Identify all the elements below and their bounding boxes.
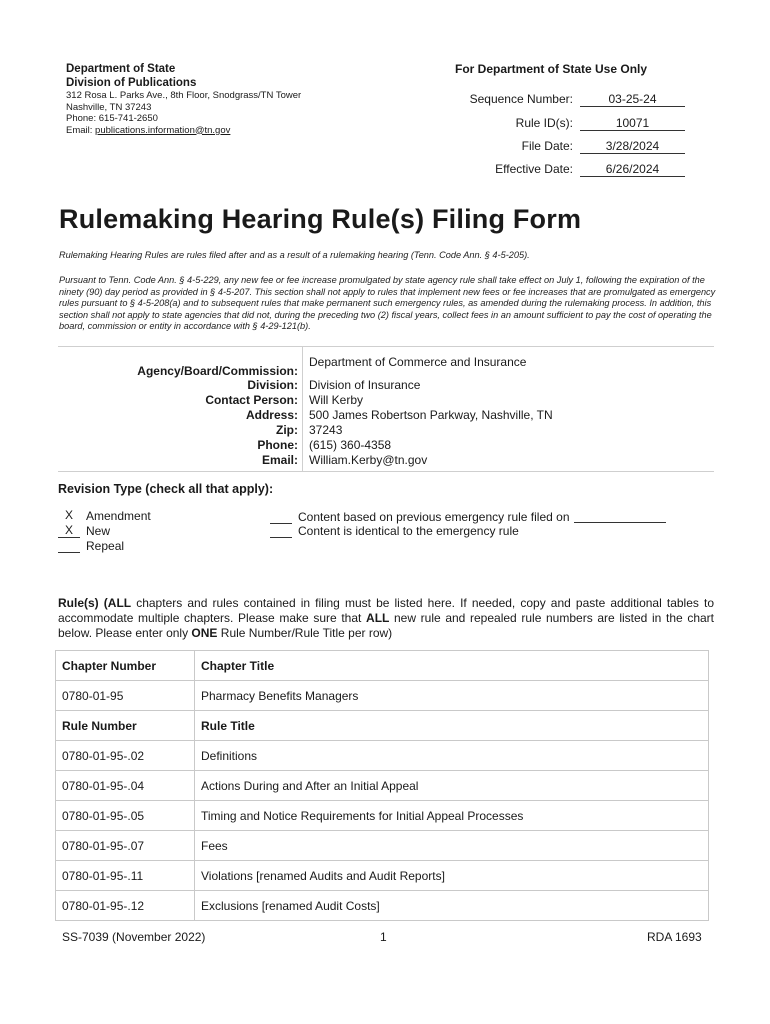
- rule-number: 0780-01-95-.05: [56, 801, 195, 831]
- rule-title: Definitions: [195, 741, 709, 771]
- rule-id-row: [455, 116, 705, 138]
- table-row: [56, 861, 709, 891]
- form-title: Rulemaking Hearing Rule(s) Filing Form: [59, 204, 582, 234]
- fee-paragraph: Pursuant to Tenn. Code Ann. § 4-5-229, any new fee or fee increase promulgated by state agency rule shall take effect on July 1, following the expiration of the ninety (90) day period as provided in § 4-5-207. This section shall not apply to rules that implement new fees or fee increases that are promulgated as emergency rules pursuant to § 4-5-208(a) and to subsequent rules that make permanent such emergency rules, as amended during the rulemaking process. In addition, this section shall not apply to state agencies that did not, during the preceding two (2) fiscal years, collect fees in an amount sufficient to pay the cost of operating the board, commission or entity in accordance with § 4-29-121(b).: [59, 275, 716, 331]
- publisher-email-link[interactable]: publications.information@tn.gov: [95, 124, 231, 136]
- rule-number-header: Rule Number: [56, 711, 195, 741]
- chapter-row: [56, 681, 709, 711]
- rule-header-row: [56, 711, 709, 741]
- email-value: William.Kerby@tn.gov: [309, 453, 428, 467]
- rule-title: Actions During and After an Initial Appeal: [195, 771, 709, 801]
- rules-intro-all-1: ALL: [107, 596, 132, 610]
- rule-id-value: 10071: [580, 116, 685, 131]
- publisher-phone: Phone: 615-741-2650: [66, 113, 158, 124]
- phone-value: (615) 360-4358: [309, 438, 392, 452]
- table-row: [56, 831, 709, 861]
- form-number: SS-7039 (November 2022): [62, 930, 206, 944]
- amendment-checkmark: X: [64, 508, 73, 522]
- effective-date-label: Effective Date:: [495, 162, 573, 176]
- rule-title: Violations [renamed Audits and Audit Reports]: [195, 861, 709, 891]
- address-value: 500 James Robertson Parkway, Nashville, TN: [309, 408, 553, 422]
- revision-type-title: Revision Type (check all that apply):: [58, 482, 274, 496]
- email-label: Email:: [261, 453, 298, 467]
- rules-intro-part5: new rule and repealed rule numbers are listed in the chart below. Please enter only: [58, 611, 715, 640]
- intro-paragraph: Rulemaking Hearing Rules are rules filed after and as a result of a rulemaking hearing (Tenn. Code Ann. § 4-5-205).: [59, 250, 530, 260]
- rda-number: RDA 1693: [647, 930, 702, 944]
- email-label: Email:: [66, 124, 96, 136]
- chapter-title: Pharmacy Benefits Managers: [195, 681, 709, 711]
- contact-person-label: Contact Person:: [205, 393, 298, 407]
- page-number: 1: [380, 930, 387, 944]
- rule-id-label: Rule ID(s):: [515, 116, 573, 130]
- state-use-block: [455, 62, 705, 176]
- revision-emergency-based[interactable]: [270, 510, 666, 525]
- agency-label: Agency/Board/Commission:: [137, 364, 298, 378]
- emergency-filed-date-field[interactable]: [574, 510, 666, 523]
- emergency-based-checkmark: [270, 510, 292, 524]
- effective-date-row: [455, 162, 705, 184]
- rule-title: Timing and Notice Requirements for Initial Appeal Processes: [195, 801, 709, 831]
- agency-value-column: [302, 347, 715, 471]
- chapter-number-header: Chapter Number: [56, 651, 195, 681]
- revision-amendment[interactable]: [58, 509, 151, 524]
- zip-value: 37243: [309, 423, 343, 437]
- revision-new[interactable]: [58, 524, 110, 539]
- publisher-email-line: [66, 125, 396, 137]
- division-name: Division of Publications: [66, 77, 197, 89]
- amendment-label: Amendment: [86, 509, 151, 523]
- chapter-header-row: [56, 651, 709, 681]
- emergency-based-label: Content based on previous emergency rule filed on: [298, 510, 570, 524]
- file-date-label: File Date:: [521, 139, 573, 153]
- sequence-number-value: 03-25-24: [580, 92, 685, 107]
- rule-number: 0780-01-95-.07: [56, 831, 195, 861]
- sequence-number-row: [455, 92, 705, 114]
- rules-intro-part3: chapters and rules contained in filing must be listed here. If needed, copy and paste additional tables to accommodate multiple chapters. Please make sure that: [58, 596, 715, 625]
- division-label: Division:: [247, 378, 298, 392]
- zip-label: Zip:: [276, 423, 298, 437]
- contact-person-value: Will Kerby: [309, 393, 364, 407]
- agency-info-table: [58, 346, 714, 472]
- file-date-row: [455, 139, 705, 161]
- rules-intro-all-2: ALL: [366, 611, 390, 625]
- rule-title: Exclusions [renamed Audit Costs]: [195, 891, 709, 921]
- table-row: [56, 741, 709, 771]
- repeal-checkmark: [58, 539, 80, 553]
- rule-number: 0780-01-95-.12: [56, 891, 195, 921]
- publisher-city: Nashville, TN 37243: [66, 101, 152, 113]
- sequence-number-label: Sequence Number:: [469, 92, 573, 106]
- rule-number: 0780-01-95-.11: [56, 861, 195, 891]
- rules-intro-part7: Rule Number/Rule Title per row): [217, 626, 393, 640]
- publisher-address: 312 Rosa L. Parks Ave., 8th Floor, Snodgrass/TN Tower: [66, 90, 302, 101]
- effective-date-value: 6/26/2024: [580, 162, 685, 177]
- rule-title-header: Rule Title: [195, 711, 709, 741]
- chapter-title-header: Chapter Title: [195, 651, 709, 681]
- rule-title: Fees: [195, 831, 709, 861]
- agency-value: Department of Commerce and Insurance: [309, 355, 527, 369]
- table-row: [56, 801, 709, 831]
- revision-emergency-identical[interactable]: [270, 524, 519, 539]
- emergency-identical-checkmark: [270, 524, 292, 538]
- rules-intro-one: ONE: [191, 626, 218, 640]
- file-date-value: 3/28/2024: [580, 139, 685, 154]
- rule-number: 0780-01-95-.02: [56, 741, 195, 771]
- emergency-identical-label: Content is identical to the emergency rule: [298, 524, 519, 538]
- rules-table: [55, 650, 709, 921]
- rules-instructions: [58, 596, 714, 641]
- state-use-title: For Department of State Use Only: [455, 62, 648, 76]
- division-value: Division of Insurance: [309, 378, 421, 392]
- rules-intro-part1: Rule(s) (: [58, 596, 108, 610]
- new-label: New: [86, 524, 111, 538]
- revision-repeal[interactable]: [58, 539, 124, 554]
- table-row: [56, 771, 709, 801]
- chapter-number: 0780-01-95: [56, 681, 195, 711]
- department-name: Department of State: [66, 63, 176, 75]
- address-label: Address:: [245, 408, 298, 422]
- table-row: [56, 891, 709, 921]
- rule-number: 0780-01-95-.04: [56, 771, 195, 801]
- repeal-label: Repeal: [86, 539, 125, 553]
- phone-label: Phone:: [257, 438, 298, 452]
- publisher-block: [66, 62, 396, 136]
- new-checkmark: X: [58, 524, 80, 538]
